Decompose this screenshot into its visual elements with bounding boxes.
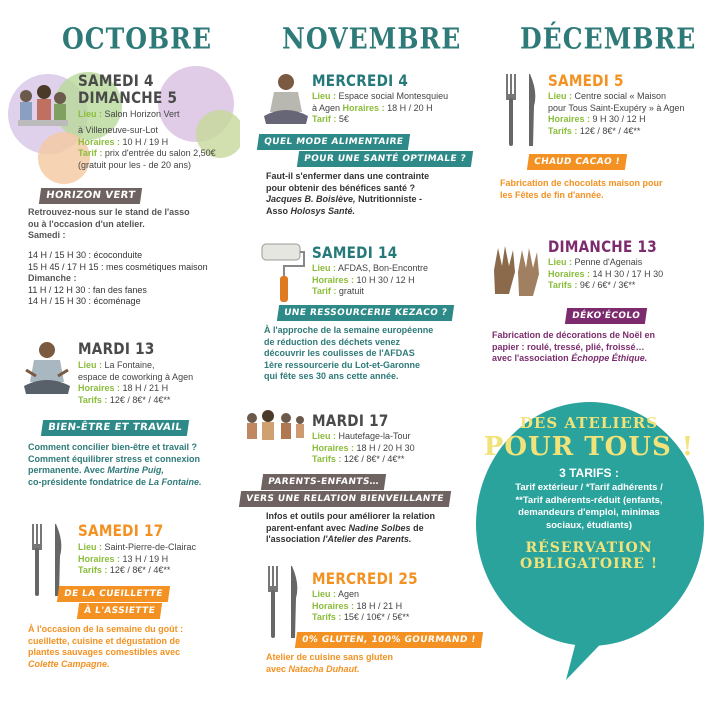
event-desc: Comment équilibrer stress et connexion bbox=[28, 453, 201, 464]
schedule-heading: Dimanche : bbox=[28, 273, 77, 283]
label-lieu: Lieu : bbox=[312, 263, 336, 273]
event-date: MARDI 17 bbox=[312, 411, 389, 430]
event-desc: Retrouvez-nous sur le stand de l'asso bbox=[28, 207, 190, 217]
label-lieu: Lieu : bbox=[312, 91, 336, 101]
event-desc: pour obtenir des bénéfices santé ? bbox=[266, 182, 416, 193]
label-tarifs: Tarifs : bbox=[312, 454, 342, 464]
event-date: SAMEDI 14 bbox=[312, 243, 398, 262]
bubble-title-2: POUR TOUS ! bbox=[483, 432, 695, 462]
tag-mode-alimentaire: QUEL MODE ALIMENTAIRE bbox=[257, 134, 411, 150]
family-photo-icon bbox=[240, 408, 308, 454]
event-hours: 10 H / 19 H bbox=[122, 136, 169, 147]
event-desc: qui fête ses 30 ans cette année. bbox=[264, 371, 399, 381]
event-hours: 13 H / 19 H bbox=[122, 553, 169, 564]
event-desc: co-présidente fondatrice de bbox=[28, 476, 147, 487]
event-date: MARDI 13 bbox=[78, 339, 155, 358]
bubble-text: demandeurs d'emploi, minimas bbox=[518, 507, 660, 518]
label-tarifs: Tarifs : bbox=[548, 280, 578, 290]
event-person: Nadine Solbes bbox=[348, 522, 411, 533]
label-tarif: Tarif : bbox=[312, 286, 337, 296]
event-price: 15€ / 10€* / 5€** bbox=[343, 612, 410, 622]
event-price: 9€ / 6€* / 3€** bbox=[579, 280, 636, 290]
event-venue: Salon Horizon Vert bbox=[104, 109, 180, 119]
event-desc: Faut-il s'enfermer dans une contrainte bbox=[266, 171, 430, 181]
tag-cueillette: DE LA CUEILLETTE bbox=[57, 586, 170, 602]
event-venue: Espace social Montesquieu bbox=[338, 91, 449, 101]
tag-parents-enfants: PARENTS-ENFANTS… bbox=[261, 474, 386, 490]
tag-chaud-cacao: CHAUD CACAO ! bbox=[527, 154, 627, 170]
event-venue: Penne d'Agenais bbox=[574, 257, 643, 267]
tag-ressourcerie: UNE RESSOURCERIE KEZACO ? bbox=[277, 305, 454, 321]
event-price: 5€ bbox=[338, 114, 349, 124]
label-horaires: Horaires : bbox=[548, 114, 591, 124]
paint-roller-icon bbox=[258, 238, 308, 308]
event-desc: de bbox=[413, 522, 424, 533]
event-venue-2: pour Tous Saint-Exupéry » à Agen bbox=[548, 102, 685, 113]
event-date: SAMEDI 4 bbox=[78, 71, 154, 90]
event-venue: Centre social « Maison bbox=[574, 91, 667, 101]
label-horaires: Horaires : bbox=[78, 136, 121, 147]
bubble-title-1: DES ATELIERS bbox=[519, 414, 659, 432]
label-lieu: Lieu : bbox=[78, 109, 102, 119]
event-hours: 18 H / 20 H bbox=[387, 102, 433, 113]
event-person: Martine Puig, bbox=[107, 465, 164, 475]
event-oct-4-5 bbox=[78, 72, 238, 121]
tag-sante-optimale: POUR UNE SANTÉ OPTIMALE ? bbox=[297, 151, 473, 167]
event-desc: Nutritionniste - bbox=[358, 194, 423, 204]
schedule-heading: Samedi : bbox=[28, 230, 66, 240]
event-person: Natacha Duhaut. bbox=[288, 663, 360, 674]
event-org: La Fontaine. bbox=[148, 476, 202, 487]
gloves-icon bbox=[488, 240, 548, 302]
tag-assiette: À L'ASSIETTE bbox=[77, 603, 162, 619]
label-lieu: Lieu : bbox=[312, 589, 336, 599]
event-date: DIMANCHE 5 bbox=[78, 88, 178, 107]
event-desc: À l'approche de la semaine européenne bbox=[264, 325, 434, 335]
event-price: gratuit bbox=[338, 286, 364, 296]
month-november: NOVEMBRE bbox=[282, 21, 462, 56]
label-tarifs: Tarifs : bbox=[548, 125, 578, 136]
event-desc: Comment concilier bien-être et travail ? bbox=[28, 442, 198, 452]
event-date: MERCREDI 4 bbox=[312, 71, 409, 90]
event-price-note: (gratuit pour les - de 20 ans) bbox=[78, 159, 192, 170]
event-hours: 14 H 30 / 17 H 30 bbox=[592, 268, 664, 279]
bubble-reservation-1: RÉSERVATION bbox=[525, 540, 653, 556]
event-hours: 9 H 30 / 12 H bbox=[592, 114, 646, 124]
event-desc: Infos et outils pour améliorer la relation bbox=[266, 511, 436, 521]
label-horaires: Horaires : bbox=[312, 274, 355, 285]
tag-horizon-vert: HORIZON VERT bbox=[39, 188, 143, 204]
event-desc: ou à l'occasion d'un atelier. bbox=[28, 218, 145, 229]
label-lieu: Lieu : bbox=[548, 91, 572, 101]
bubble-text: **Tarif adhérents-réduit (enfants, bbox=[515, 494, 663, 506]
fork-knife-icon bbox=[262, 562, 310, 642]
label-horaires: Horaires : bbox=[548, 268, 591, 279]
event-price: 12€ / 8€* / 4€** bbox=[109, 565, 171, 575]
label-tarifs: Tarifs : bbox=[78, 394, 108, 405]
event-venue-2: à Agen bbox=[312, 102, 341, 113]
event-org: l'Atelier des Parents. bbox=[322, 534, 412, 544]
event-date: DIMANCHE 13 bbox=[548, 237, 657, 256]
event-venue: Hautefage-la-Tour bbox=[338, 431, 411, 441]
label-tarif: Tarif : bbox=[312, 114, 337, 124]
event-date: SAMEDI 5 bbox=[548, 71, 624, 90]
event-price: 12€ / 8€* / 4€** bbox=[109, 394, 171, 405]
label-tarifs: Tarifs : bbox=[78, 565, 108, 575]
label-horaires: Horaires : bbox=[342, 102, 385, 113]
tag-bien-etre: BIEN-ÊTRE ET TRAVAIL bbox=[41, 420, 189, 436]
event-desc: Fabrication de décorations de Noël en bbox=[492, 330, 656, 340]
event-desc: À l'occasion de la semaine du goût : bbox=[28, 624, 184, 634]
event-price: 12€ / 8€* / 4€** bbox=[579, 125, 641, 136]
event-desc: l'association bbox=[266, 534, 321, 544]
bubble-tarifs-title: 3 TARIFS : bbox=[559, 466, 619, 480]
event-desc: les Fêtes de fin d'année. bbox=[500, 189, 604, 200]
tag-relation-bienveillante: VERS UNE RELATION BIENVEILLANTE bbox=[239, 491, 451, 507]
event-desc: avec l'association bbox=[492, 353, 569, 363]
meditation-photo-icon bbox=[20, 338, 74, 400]
label-tarif: Tarif : bbox=[78, 148, 103, 158]
event-hours: 18 H / 21 H bbox=[122, 383, 169, 393]
event-desc: découvrir les coulisses de l'AFDAS bbox=[264, 348, 415, 358]
bubble-reservation-2: OBLIGATOIRE ! bbox=[520, 556, 658, 572]
label-lieu: Lieu : bbox=[78, 542, 102, 552]
tag-gluten: 0% GLUTEN, 100% GOURMAND ! bbox=[295, 632, 483, 648]
event-desc: papier : roulé, tressé, plié, froissé… bbox=[492, 341, 645, 352]
schedule-item: 11 H / 12 H 30 : fan des fanes bbox=[28, 284, 147, 295]
label-horaires: Horaires : bbox=[78, 383, 121, 393]
event-hours: 10 H 30 / 12 H bbox=[356, 274, 415, 285]
event-person: Colette Campagne. bbox=[28, 658, 110, 669]
event-org: Échoppe Éthique. bbox=[571, 353, 648, 363]
family-photo-icon bbox=[12, 78, 72, 136]
schedule-item: 14 H / 15 H 30 : écoconduite bbox=[28, 250, 143, 260]
event-date: SAMEDI 17 bbox=[78, 521, 164, 540]
event-desc: permanente. Avec bbox=[28, 465, 105, 475]
label-tarifs: Tarifs : bbox=[312, 612, 342, 622]
label-horaires: Horaires : bbox=[312, 442, 355, 453]
event-desc: Asso bbox=[266, 205, 289, 216]
event-desc: parent-enfant avec bbox=[266, 522, 347, 533]
schedule-item: 14 H / 15 H 30 : écoménage bbox=[28, 296, 141, 306]
bubble-text: sociaux, étudiants) bbox=[545, 519, 633, 531]
event-desc: avec bbox=[266, 663, 287, 674]
event-org: Holosys Santé. bbox=[290, 205, 356, 216]
label-horaires: Horaires : bbox=[78, 553, 121, 564]
event-venue-2: à Villeneuve-sur-Lot bbox=[78, 125, 158, 135]
event-venue-2: espace de coworking à Agen bbox=[78, 371, 194, 382]
bubble-text: Tarif extérieur / *Tarif adhérents / bbox=[515, 482, 663, 493]
month-october: OCTOBRE bbox=[62, 21, 213, 56]
event-venue: Agen bbox=[338, 589, 360, 599]
label-lieu: Lieu : bbox=[548, 257, 572, 267]
fork-knife-icon bbox=[500, 70, 546, 150]
label-horaires: Horaires : bbox=[312, 600, 355, 611]
event-desc: Fabrication de chocolats maison pour bbox=[500, 178, 663, 188]
event-venue: Saint-Pierre-de-Clairac bbox=[104, 542, 197, 552]
event-venue: AFDAS, Bon-Encontre bbox=[338, 263, 429, 273]
meditation-photo-icon bbox=[262, 70, 310, 130]
event-desc: Atelier de cuisine sans gluten bbox=[266, 652, 394, 662]
event-person: Jacques B. Boislève, bbox=[266, 194, 356, 204]
event-desc: de réduction des déchets venez bbox=[264, 336, 401, 347]
tag-deko-ecolo: DÉKO'ÉCOLO bbox=[565, 308, 647, 324]
event-desc: plantes sauvages comestibles avec bbox=[28, 647, 181, 657]
event-date: MERCREDI 25 bbox=[312, 569, 418, 588]
schedule-item: 15 H 45 / 17 H 15 : mes cosmétiques maison bbox=[28, 261, 208, 272]
label-lieu: Lieu : bbox=[312, 431, 336, 441]
event-price: 12€ / 8€* / 4€** bbox=[343, 454, 405, 464]
event-desc: 1ère ressourcerie du Lot-et-Garonne bbox=[264, 359, 421, 370]
event-hours: 18 H / 21 H bbox=[356, 600, 403, 611]
event-venue: La Fontaine, bbox=[104, 360, 155, 370]
label-lieu: Lieu : bbox=[78, 360, 102, 370]
event-hours: 18 H / 20 H 30 bbox=[356, 442, 415, 453]
event-desc: cueillette, cuisine et dégustation de bbox=[28, 635, 181, 646]
event-price: prix d'entrée du salon 2,50€ bbox=[104, 148, 216, 158]
month-december: DÉCEMBRE bbox=[520, 21, 697, 56]
